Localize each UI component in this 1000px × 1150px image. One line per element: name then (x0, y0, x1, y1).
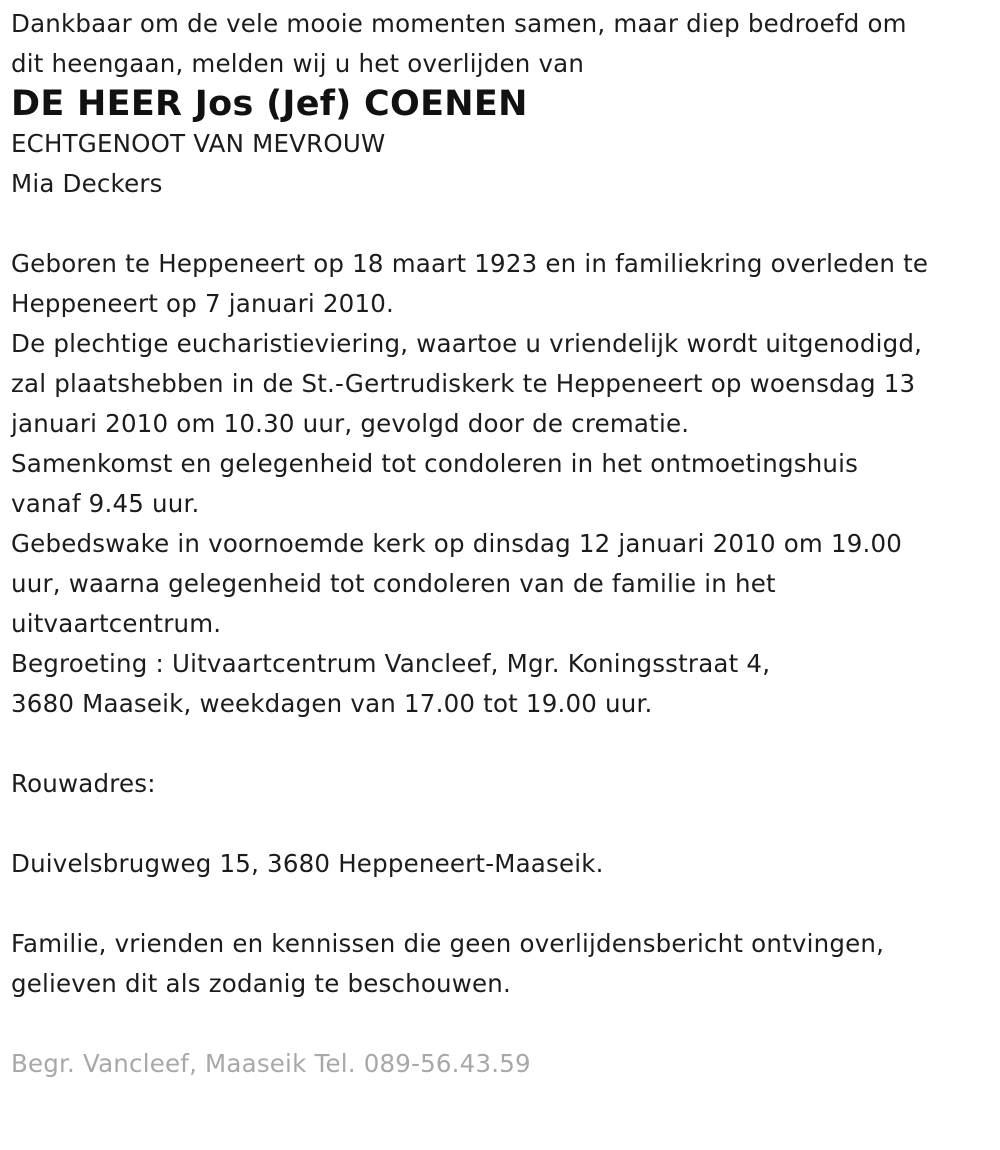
spouse-name: Mia Deckers (11, 169, 163, 198)
funeral-home-footer: Begr. Vancleef, Maaseik Tel. 089-56.43.59 (11, 1049, 531, 1078)
details-line: januari 2010 om 10.30 uur, gevolgd door de crematie. (11, 409, 690, 438)
address-label: Rouwadres: (11, 769, 156, 798)
spacer (11, 884, 996, 924)
spacer (11, 204, 996, 244)
closing-line: Familie, vrienden en kennissen die geen overlijdensbericht ontvingen, (11, 929, 885, 958)
details-line: uur, waarna gelegenheid tot condoleren van de familie in het (11, 569, 776, 598)
spacer (11, 804, 996, 844)
intro-text (11, 4, 996, 84)
details-line: Heppeneert op 7 januari 2010. (11, 289, 395, 318)
details-line: Geboren te Heppeneert op 18 maart 1923 en in familiekring overleden te (11, 249, 929, 278)
death-notice (11, 4, 996, 1084)
intro-line: Dankbaar om de vele mooie momenten samen, maar diep bedroefd om (11, 9, 907, 38)
closing-text (11, 924, 996, 1004)
details-line: De plechtige eucharistieviering, waartoe u vriendelijk wordt uitgenodigd, (11, 329, 923, 358)
details-line: 3680 Maaseik, weekdagen van 17.00 tot 19.00 uur. (11, 689, 653, 718)
details-line: Gebedswake in voornoemde kerk op dinsdag 12 januari 2010 om 19.00 (11, 529, 903, 558)
closing-line: gelieven dit als zodanig te beschouwen. (11, 969, 512, 998)
details-line: vanaf 9.45 uur. (11, 489, 200, 518)
spacer (11, 1004, 996, 1044)
address: Duivelsbrugweg 15, 3680 Heppeneert-Maaseik. (11, 849, 604, 878)
spacer (11, 724, 996, 764)
details-block (11, 244, 996, 724)
details-line: Begroeting : Uitvaartcentrum Vancleef, Mgr. Koningsstraat 4, (11, 649, 771, 678)
intro-line: dit heengaan, melden wij u het overlijden van (11, 49, 585, 78)
details-line: Samenkomst en gelegenheid tot condoleren in het ontmoetingshuis (11, 449, 859, 478)
details-line: zal plaatshebben in de St.-Gertrudiskerk te Heppeneert op woensdag 13 (11, 369, 916, 398)
details-line: uitvaartcentrum. (11, 609, 222, 638)
deceased-name: DE HEER Jos (Jef) COENEN (11, 84, 528, 124)
spouse-label: ECHTGENOOT VAN MEVROUW (11, 129, 386, 158)
